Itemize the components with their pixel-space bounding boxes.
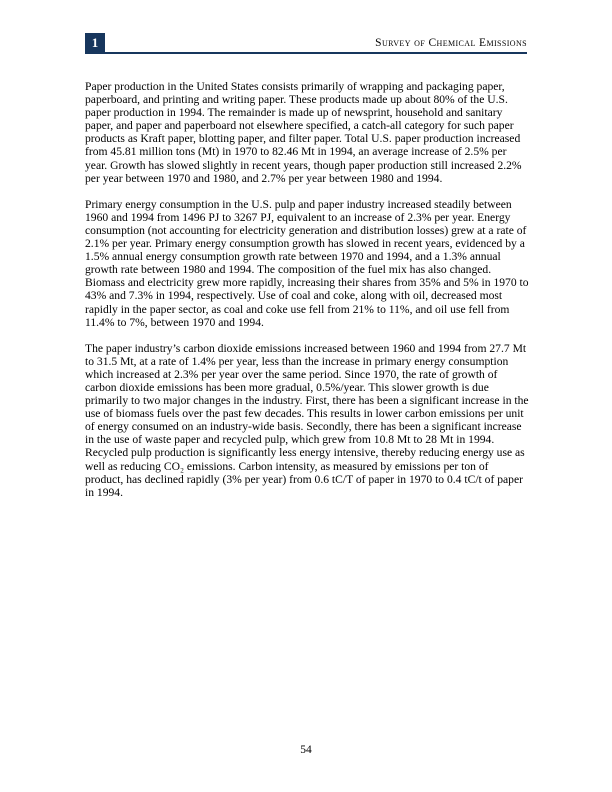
header-rule (85, 52, 527, 54)
page-footer (0, 740, 612, 758)
page-number: 54 (300, 744, 312, 756)
body-paragraph: The paper industry’s carbon dioxide emissions increased between 1960 and 1994 from 27.7 Mt to 31.5 Mt, at a rate of 1.4% per year, less than the increase in primary energy consumption which increased at 2.3% per year over the same period. Since 1970, the rate of growth of carbon dioxide emissions has been more gradual, 0.5%/year. This slower growth is due primarily to two major changes in the industry. First, there has been a significant increase in the use of biomass fuels over the past few decades. This results in lower carbon emissions per unit of energy consumed on an industry-wide basis. Secondly, there has been a significant increase in the use of waste paper and recycled pulp, which grew from 10.8 Mt to 28 Mt in 1994. Recycled pulp production is significantly less energy intensive, thereby reducing energy use as well as reducing CO₂ emissions. Carbon intensity, as measured by emissions per ton of product, has declined rapidly (3% per year) from 0.6 tC/T of paper in 1970 to 0.4 tC/t of paper in 1994. (85, 341, 529, 499)
running-header-title: Survey of Chemical Emissions (375, 37, 527, 49)
body-paragraph: Paper production in the United States consists primarily of wrapping and packaging paper, paperboard, and printing and writing paper. These products made up about 80% of the U.S. paper production in 1994. The remainder is made up of newsprint, household and sanitary paper, and paper and paperboard not elsewhere specified, a catch-all category for such paper products as Kraft paper, blotting paper, and filter paper. Total U.S. paper production increased from 45.81 million tons (Mt) in 1970 to 82.46 Mt in 1994, an average increase of 2.5% per year. Growth has slowed slightly in recent years, though paper production still increased 2.2% per year between 1970 and 1980, and 2.7% per year between 1980 and 1994. (85, 80, 522, 185)
page-header (85, 33, 527, 52)
body-paragraph: Primary energy consumption in the U.S. pulp and paper industry increased steadily between 1960 and 1994 from 1496 PJ to 3267 PJ, equivalent to an increase of 2.3% per year. Energy consumption (not accounting for electricity generation and distribution losses) grew at a rate of 2.1% per year. Primary energy consumption growth has slowed in recent years, evidenced by a 1.5% annual energy consumption growth rate between 1970 and 1994, and a 1.3% annual growth rate between 1980 and 1994. The composition of the fuel mix has also changed. Biomass and electricity grew more rapidly, increasing their shares from 35% and 5% in 1970 to 43% and 7.3% in 1994, respectively. Use of coal and coke, along with oil, decreased most rapidly in the paper sector, as coal and coke use fell from 21% to 11%, and oil use fell from 11.4% to 7%, between 1970 and 1994. (85, 197, 529, 329)
body-text-block (85, 80, 529, 512)
chapter-number-badge: 1 (85, 33, 105, 52)
